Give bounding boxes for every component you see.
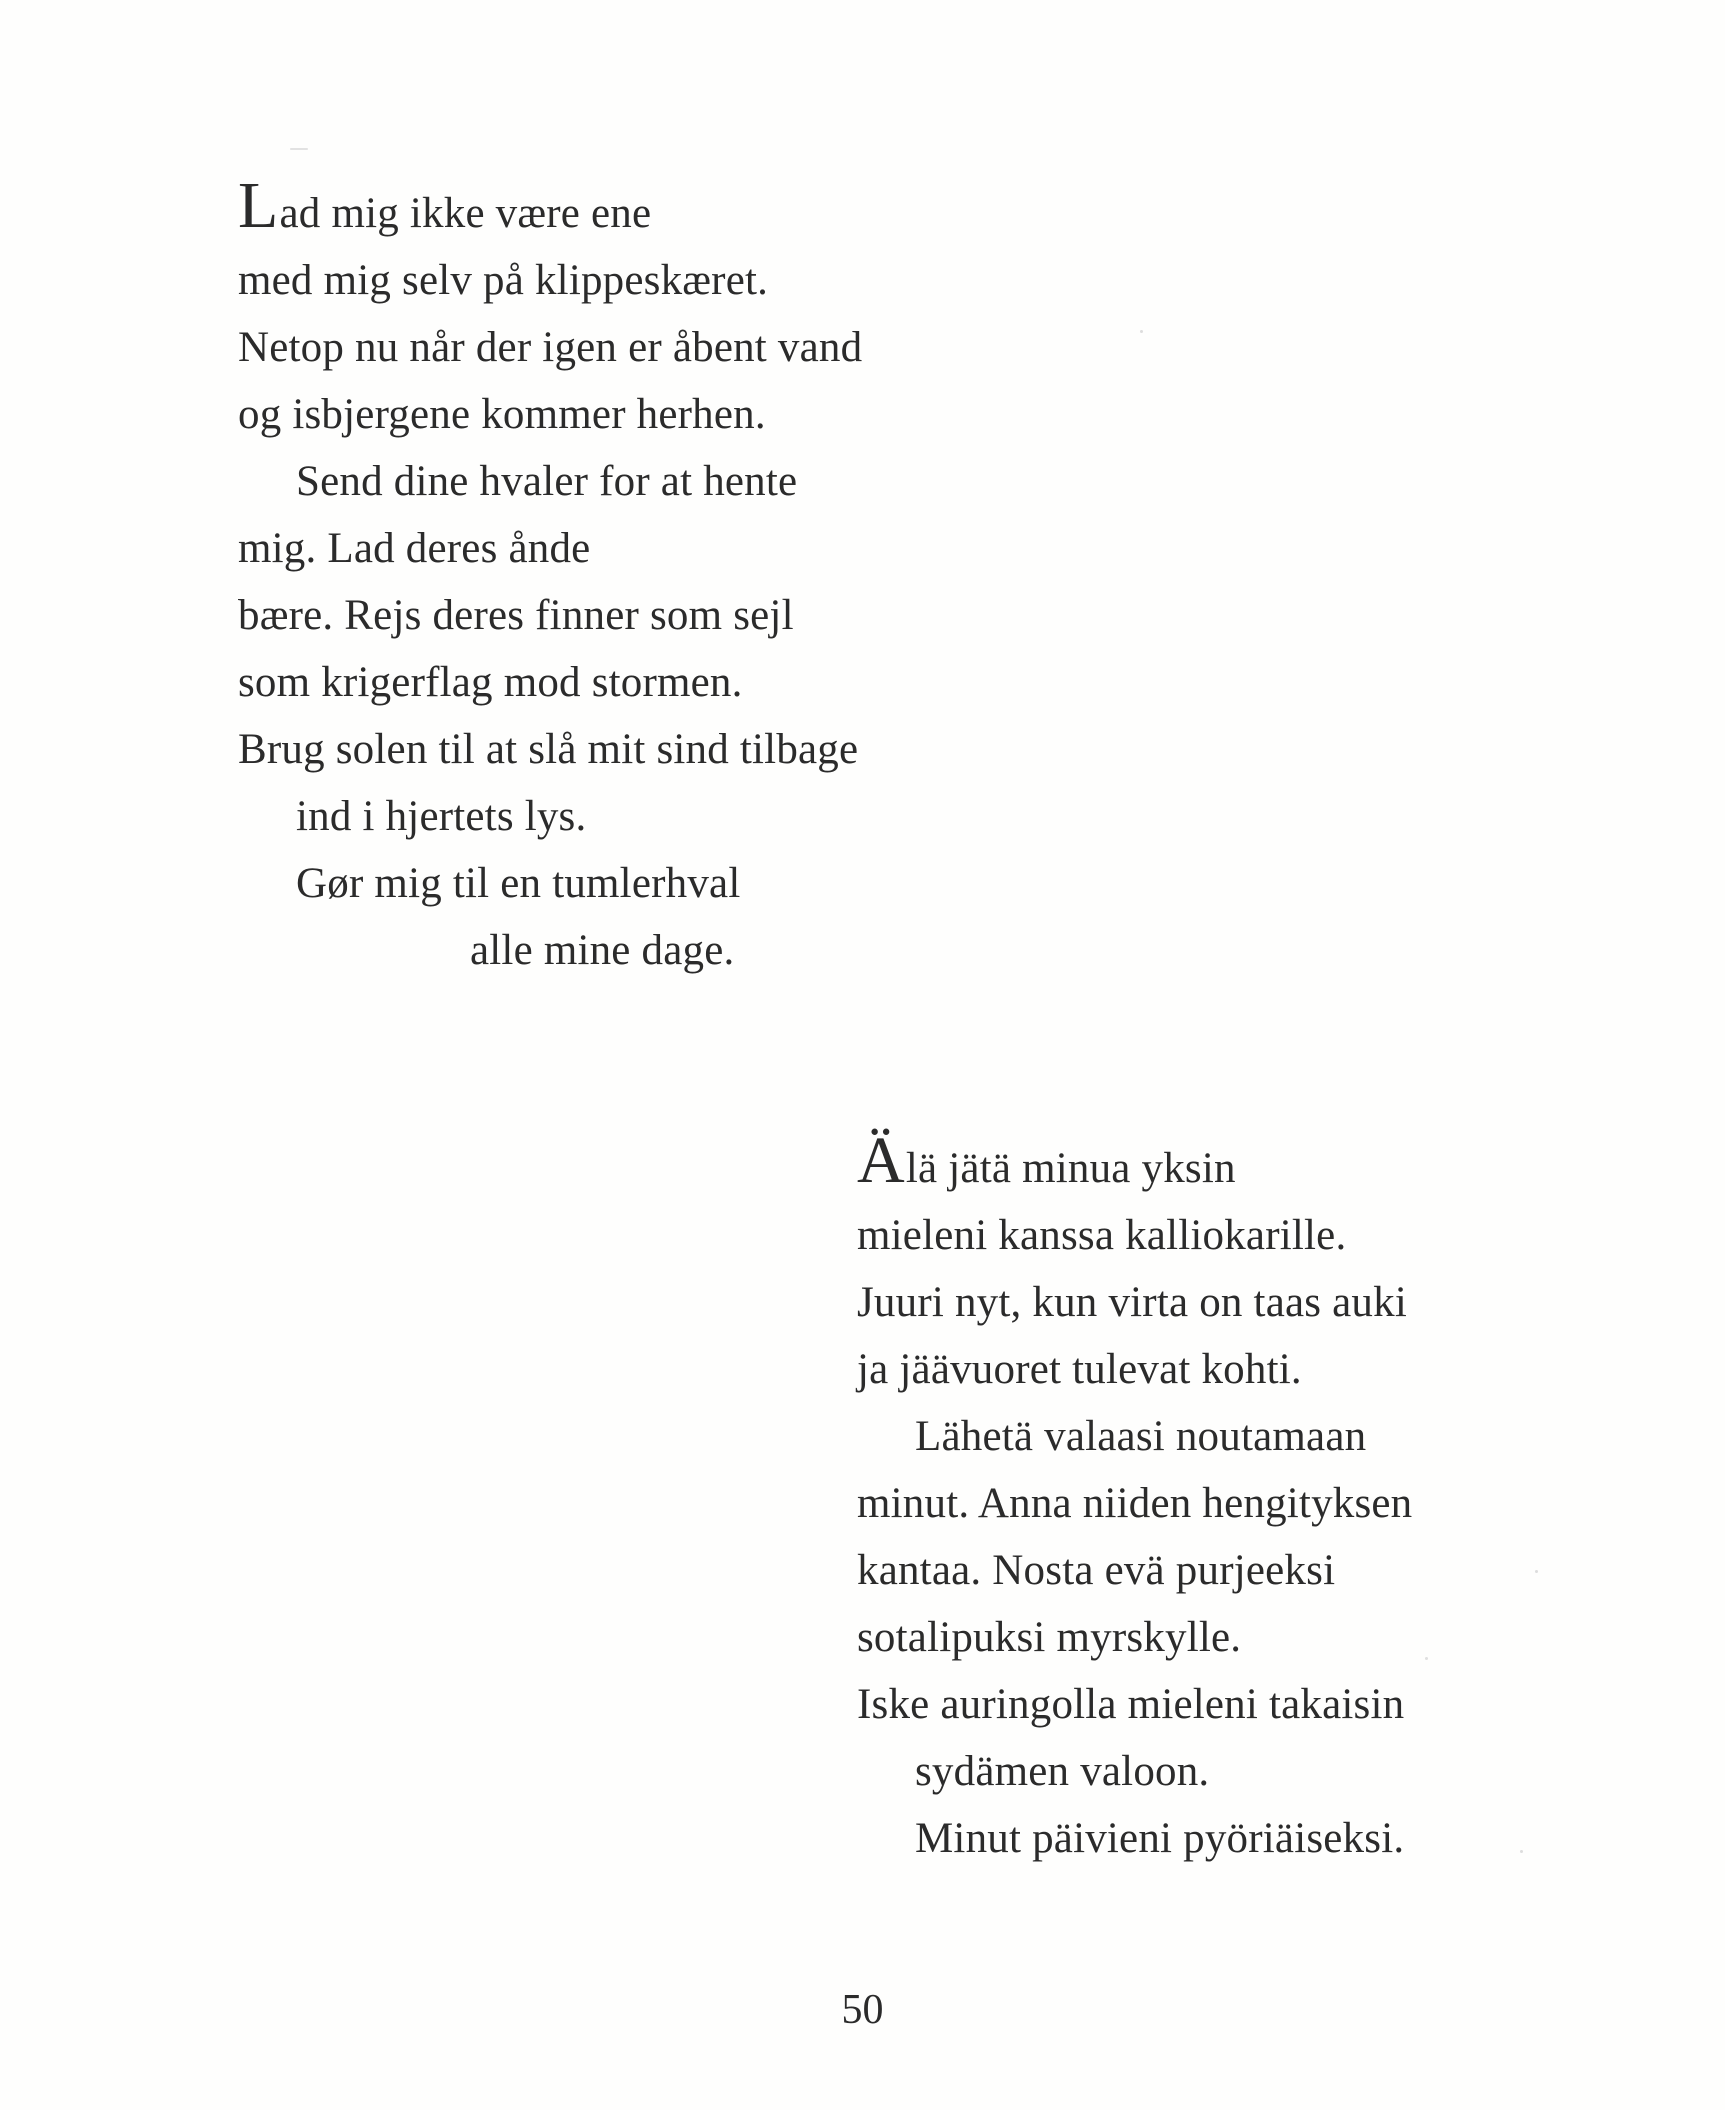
poem-line: alle mine dage. bbox=[470, 927, 735, 974]
finnish-poem bbox=[857, 1124, 1537, 1872]
poem-line: med mig selv på klippeskæret. bbox=[238, 257, 769, 304]
poem-line: Juuri nyt, kun virta on taas auki bbox=[857, 1279, 1407, 1326]
page-number: 50 bbox=[841, 1987, 884, 2033]
poem-line-text: ad mig ikke være ene bbox=[279, 190, 652, 237]
poem-line: Lähetä valaasi noutamaan bbox=[915, 1413, 1367, 1460]
poem-line: Netop nu når der igen er åbent vand bbox=[238, 324, 863, 371]
poem-line: mig. Lad deres ånde bbox=[238, 525, 591, 572]
poem-line: Minut päivieni pyöriäiseksi. bbox=[915, 1815, 1405, 1862]
poem-line: minut. Anna niiden hengityksen bbox=[857, 1480, 1413, 1527]
drop-cap: L bbox=[238, 169, 279, 242]
poem-line bbox=[857, 1124, 1537, 1202]
paper-speck bbox=[1140, 330, 1143, 333]
paper-speck bbox=[1520, 1850, 1523, 1853]
poem-line-text: lä jätä minua yksin bbox=[905, 1145, 1236, 1192]
poem-line: som krigerflag mod stormen. bbox=[238, 659, 743, 706]
danish-poem bbox=[238, 169, 998, 984]
poem-line: Gør mig til en tumlerhval bbox=[296, 860, 741, 907]
poem-line: Iske auringolla mieleni takaisin bbox=[857, 1681, 1405, 1728]
poem-line: Send dine hvaler for at hente bbox=[296, 458, 798, 505]
paper-speck bbox=[1535, 1570, 1538, 1573]
poem-line bbox=[238, 169, 998, 247]
poem-line: mieleni kanssa kalliokarille. bbox=[857, 1212, 1347, 1259]
poem-line: og isbjergene kommer herhen. bbox=[238, 391, 766, 438]
paper-speck bbox=[290, 148, 308, 150]
poem-line: ja jäävuoret tulevat kohti. bbox=[857, 1346, 1302, 1393]
paper-speck bbox=[1425, 1657, 1428, 1660]
poem-line: sotalipuksi myrskylle. bbox=[857, 1614, 1242, 1661]
poem-line: Brug solen til at slå mit sind tilbage bbox=[238, 726, 859, 773]
poem-line: kantaa. Nosta evä purjeeksi bbox=[857, 1547, 1336, 1594]
poem-line: ind i hjertets lys. bbox=[296, 793, 587, 840]
poem-line: bære. Rejs deres finner som sejl bbox=[238, 592, 794, 639]
drop-cap: Ä bbox=[857, 1124, 905, 1197]
poem-line: sydämen valoon. bbox=[915, 1748, 1210, 1795]
